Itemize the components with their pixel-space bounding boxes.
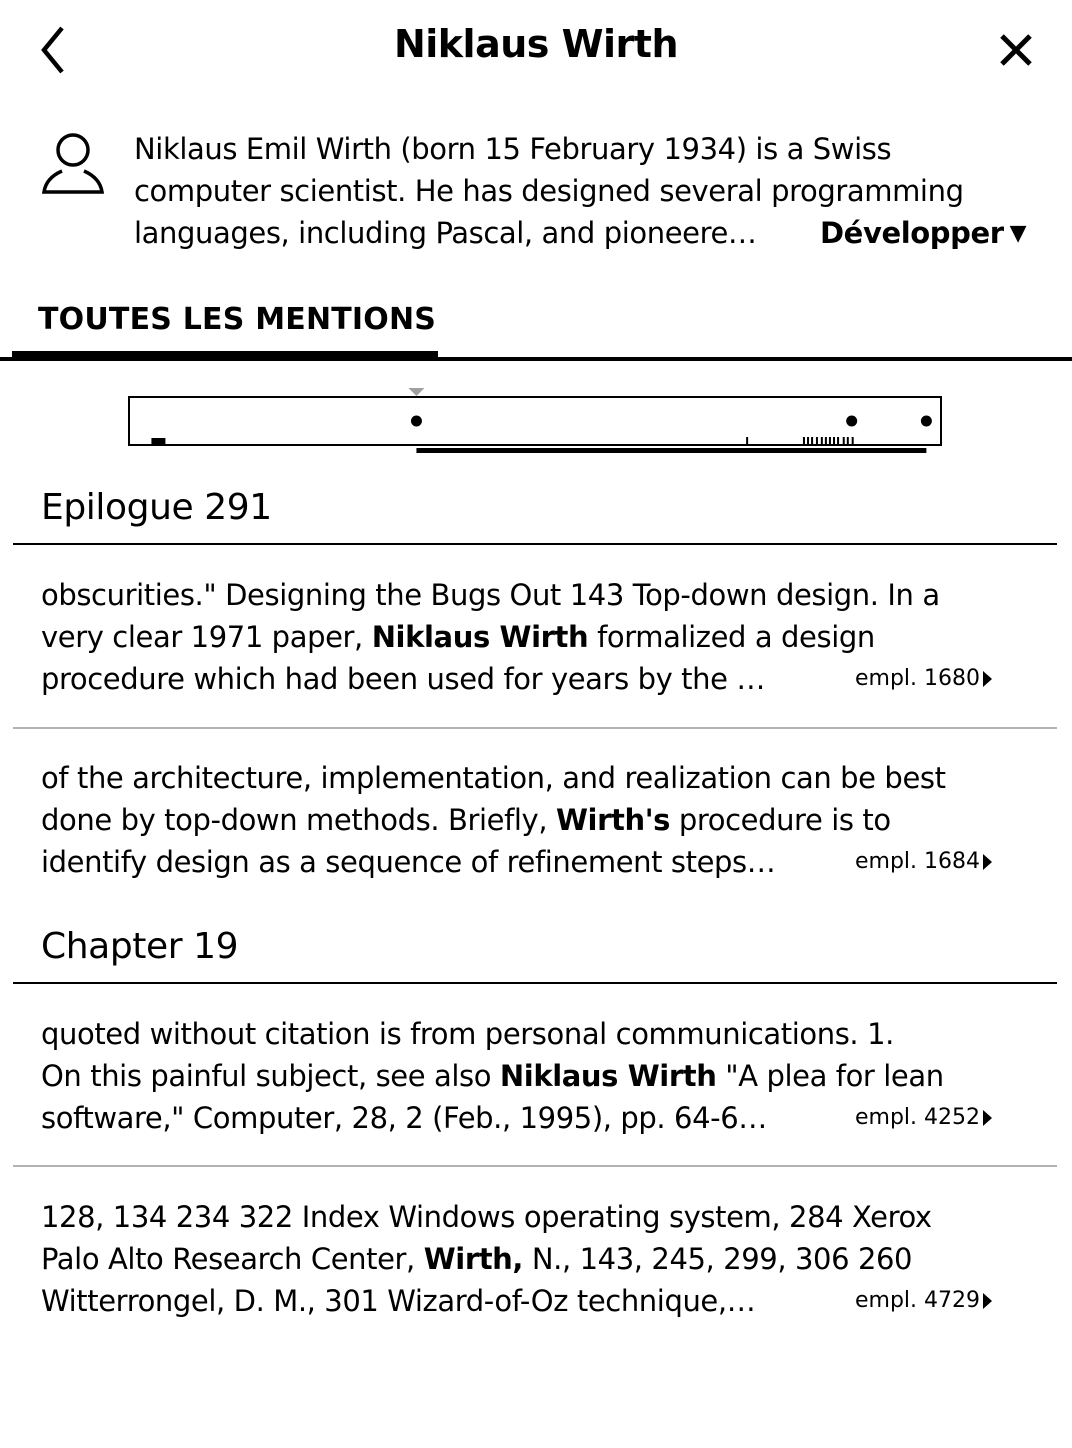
mention-text: Palo Alto Research Center, <box>41 1242 424 1276</box>
mention-tick <box>825 437 827 445</box>
person-icon <box>40 130 106 194</box>
mention-tick <box>847 437 849 445</box>
location-link[interactable] <box>855 1280 992 1322</box>
mention-tick <box>746 437 748 445</box>
mention-line <box>41 1196 1041 1238</box>
section-divider <box>13 982 1057 984</box>
mention-tick <box>833 437 835 445</box>
mention-dot <box>846 416 857 427</box>
mention-dot <box>921 416 932 427</box>
mention-item[interactable] <box>41 757 1041 883</box>
location-link[interactable] <box>855 841 992 883</box>
mention-divider <box>13 1165 1057 1167</box>
mention-text: formalized a design <box>588 620 875 654</box>
mention-tick <box>816 437 818 445</box>
mention-line <box>41 757 1041 799</box>
close-button[interactable] <box>996 30 1036 70</box>
mention-text: quoted without citation is from personal communications. 1. <box>41 1017 894 1051</box>
mention-item[interactable] <box>41 574 1041 700</box>
mention-tick <box>852 437 854 445</box>
mention-line <box>41 799 1041 841</box>
highlighted-term: Niklaus Wirth <box>499 1059 717 1093</box>
page-title: Niklaus Wirth <box>393 22 679 66</box>
mention-tick <box>843 437 845 445</box>
tab-divider <box>0 357 1072 361</box>
highlighted-term: Niklaus Wirth <box>371 620 589 654</box>
mention-text: obscurities." Designing the Bugs Out 143 Top-down design. In a <box>41 578 940 612</box>
mention-tick <box>829 437 831 445</box>
mention-text: done by top-down methods. Briefly, <box>41 803 556 837</box>
mention-item[interactable] <box>41 1013 1041 1139</box>
close-icon <box>996 30 1036 70</box>
mention-line <box>41 616 1041 658</box>
mention-tick <box>803 437 805 445</box>
mention-tick <box>837 437 839 445</box>
bio-line: Niklaus Emil Wirth (born 15 February 1934) is a Swiss <box>134 132 892 166</box>
triangle-right-icon <box>983 671 992 687</box>
triangle-down-icon: ▼ <box>1009 221 1027 246</box>
location-label: empl. 1684 <box>855 849 981 874</box>
triangle-right-icon <box>983 1293 992 1309</box>
highlighted-term: Wirth's <box>555 803 671 837</box>
mention-tick <box>821 437 823 445</box>
mention-text: N., 143, 245, 299, 306 260 <box>523 1242 913 1276</box>
timeline-block <box>151 438 165 445</box>
mention-tick <box>807 437 809 445</box>
mention-text: procedure is to <box>670 803 891 837</box>
mention-text: "A plea for lean <box>716 1059 944 1093</box>
mention-line <box>41 1238 1041 1280</box>
mention-text: very clear 1971 paper, <box>41 620 372 654</box>
triangle-right-icon <box>983 1110 992 1126</box>
mention-tick <box>811 437 813 445</box>
highlighted-term: Wirth, <box>423 1242 524 1276</box>
mention-dot <box>411 416 422 427</box>
mention-item[interactable] <box>41 1196 1041 1322</box>
timeline-frame <box>129 397 941 445</box>
mentions-timeline[interactable] <box>128 386 944 458</box>
mention-text: identify design as a sequence of refinement steps… <box>41 845 776 879</box>
expand-label: Développer <box>820 216 1004 250</box>
mention-text: Witterrongel, D. M., 301 Wizard-of-Oz technique,… <box>41 1284 756 1318</box>
location-label: empl. 4729 <box>855 1288 981 1313</box>
location-label: empl. 1680 <box>855 666 981 691</box>
mention-text: procedure which had been used for years by the … <box>41 662 765 696</box>
mention-text: software," Computer, 28, 2 (Feb., 1995), pp. 64-6… <box>41 1101 767 1135</box>
mention-line <box>41 574 1041 616</box>
location-link[interactable] <box>855 658 992 700</box>
triangle-right-icon <box>983 854 992 870</box>
location-label: empl. 4252 <box>855 1105 981 1130</box>
mention-text: of the architecture, implementation, and realization can be best <box>41 761 946 795</box>
mention-line <box>41 1013 1041 1055</box>
bio-line: languages, including Pascal, and pioneere… <box>134 216 757 250</box>
author-bio <box>134 128 1027 254</box>
read-range-bar <box>416 448 926 453</box>
tab-all-mentions[interactable]: TOUTES LES MENTIONS <box>38 302 437 337</box>
mention-text: 128, 134 234 322 Index Windows operating system, 284 Xerox <box>41 1200 932 1234</box>
bio-line: computer scientist. He has designed several programming <box>134 174 964 208</box>
section-title: Epilogue 291 <box>41 487 272 528</box>
position-marker-icon <box>408 388 424 396</box>
mention-text: On this painful subject, see also <box>41 1059 500 1093</box>
mention-line <box>41 1055 1041 1097</box>
section-title: Chapter 19 <box>41 926 239 967</box>
mention-divider <box>13 727 1057 729</box>
location-link[interactable] <box>855 1097 992 1139</box>
section-divider <box>13 543 1057 545</box>
expand-button[interactable] <box>820 212 1026 258</box>
